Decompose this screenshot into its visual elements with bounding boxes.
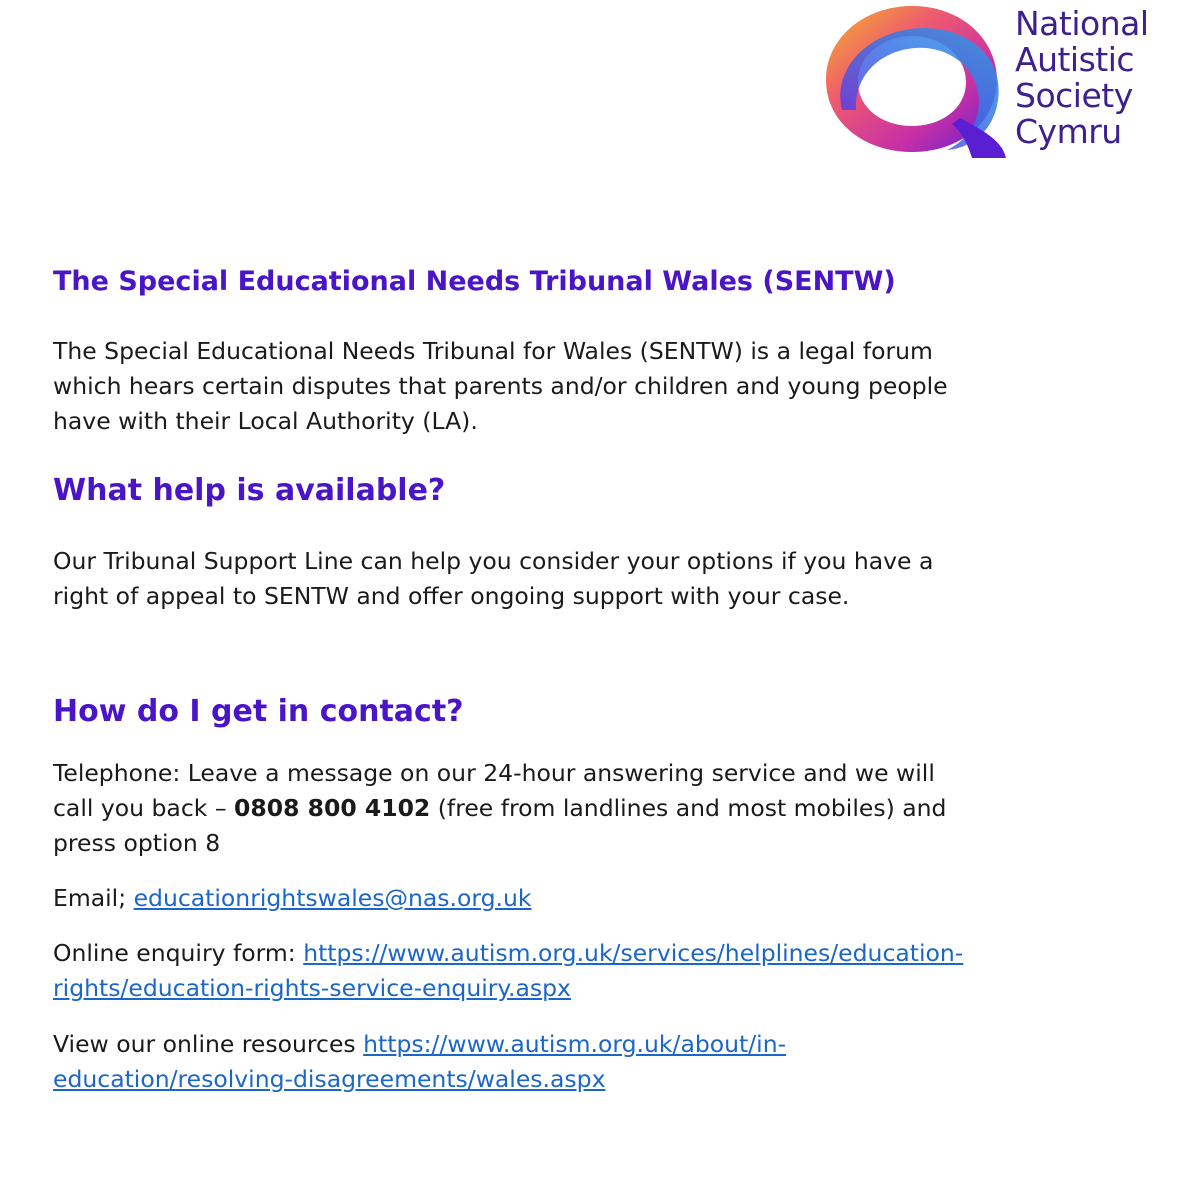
- telephone-prefix: call you back –: [53, 794, 235, 822]
- resources-paragraph: [53, 1027, 1153, 1097]
- enquiry-link-continued[interactable]: rights/education-rights-service-enquiry.aspx: [53, 974, 571, 1002]
- help-line: Our Tribunal Support Line can help you consider your options if you have a: [53, 547, 934, 575]
- resources-link[interactable]: https://www.autism.org.uk/about/in-: [363, 1030, 787, 1058]
- email-link[interactable]: educationrightswales@nas.org.uk: [133, 884, 532, 912]
- enquiry-line-2: [53, 971, 1153, 1006]
- enquiry-paragraph: [53, 936, 1153, 1006]
- nas-cymru-logo: [812, 0, 1182, 160]
- phone-number: 0808 800 4102: [234, 794, 431, 822]
- enquiry-link[interactable]: https://www.autism.org.uk/services/helplines/education-: [303, 939, 964, 967]
- sentw-line: have with their Local Authority (LA).: [53, 407, 478, 435]
- enquiry-line-1: [53, 936, 1153, 971]
- telephone-line-1: Telephone: Leave a message on our 24-hour answering service and we will: [53, 759, 935, 787]
- logo-line-autistic: Autistic: [1015, 40, 1135, 79]
- resources-link-continued[interactable]: education/resolving-disagreements/wales.aspx: [53, 1065, 606, 1093]
- nas-ring-logo-icon: [812, 0, 1012, 160]
- help-heading: What help is available?: [53, 473, 446, 508]
- logo-line-cymru: Cymru: [1015, 112, 1122, 151]
- email-paragraph: [53, 881, 1153, 916]
- email-label: Email;: [53, 884, 134, 912]
- contact-heading: How do I get in contact?: [53, 694, 464, 729]
- resources-label: View our online resources: [53, 1030, 364, 1058]
- resources-line-1: [53, 1027, 1153, 1062]
- resources-line-2: [53, 1062, 1153, 1097]
- logo-line-society: Society: [1015, 76, 1133, 115]
- sentw-paragraph: [53, 334, 1153, 439]
- help-paragraph: [53, 544, 1153, 614]
- sentw-line: The Special Educational Needs Tribunal for Wales (SENTW) is a legal forum: [53, 337, 933, 365]
- logo-line-national: National: [1015, 4, 1149, 43]
- telephone-suffix: (free from landlines and most mobiles) and: [430, 794, 947, 822]
- logo-wordmark: [1015, 6, 1149, 150]
- telephone-line-2: [53, 791, 1153, 826]
- help-line: right of appeal to SENTW and offer ongoing support with your case.: [53, 582, 850, 610]
- telephone-line-3: press option 8: [53, 829, 221, 857]
- sentw-line: which hears certain disputes that parents and/or children and young people: [53, 372, 948, 400]
- telephone-paragraph: [53, 756, 1153, 861]
- enquiry-label: Online enquiry form:: [53, 939, 304, 967]
- sentw-heading: The Special Educational Needs Tribunal Wales (SENTW): [53, 266, 896, 297]
